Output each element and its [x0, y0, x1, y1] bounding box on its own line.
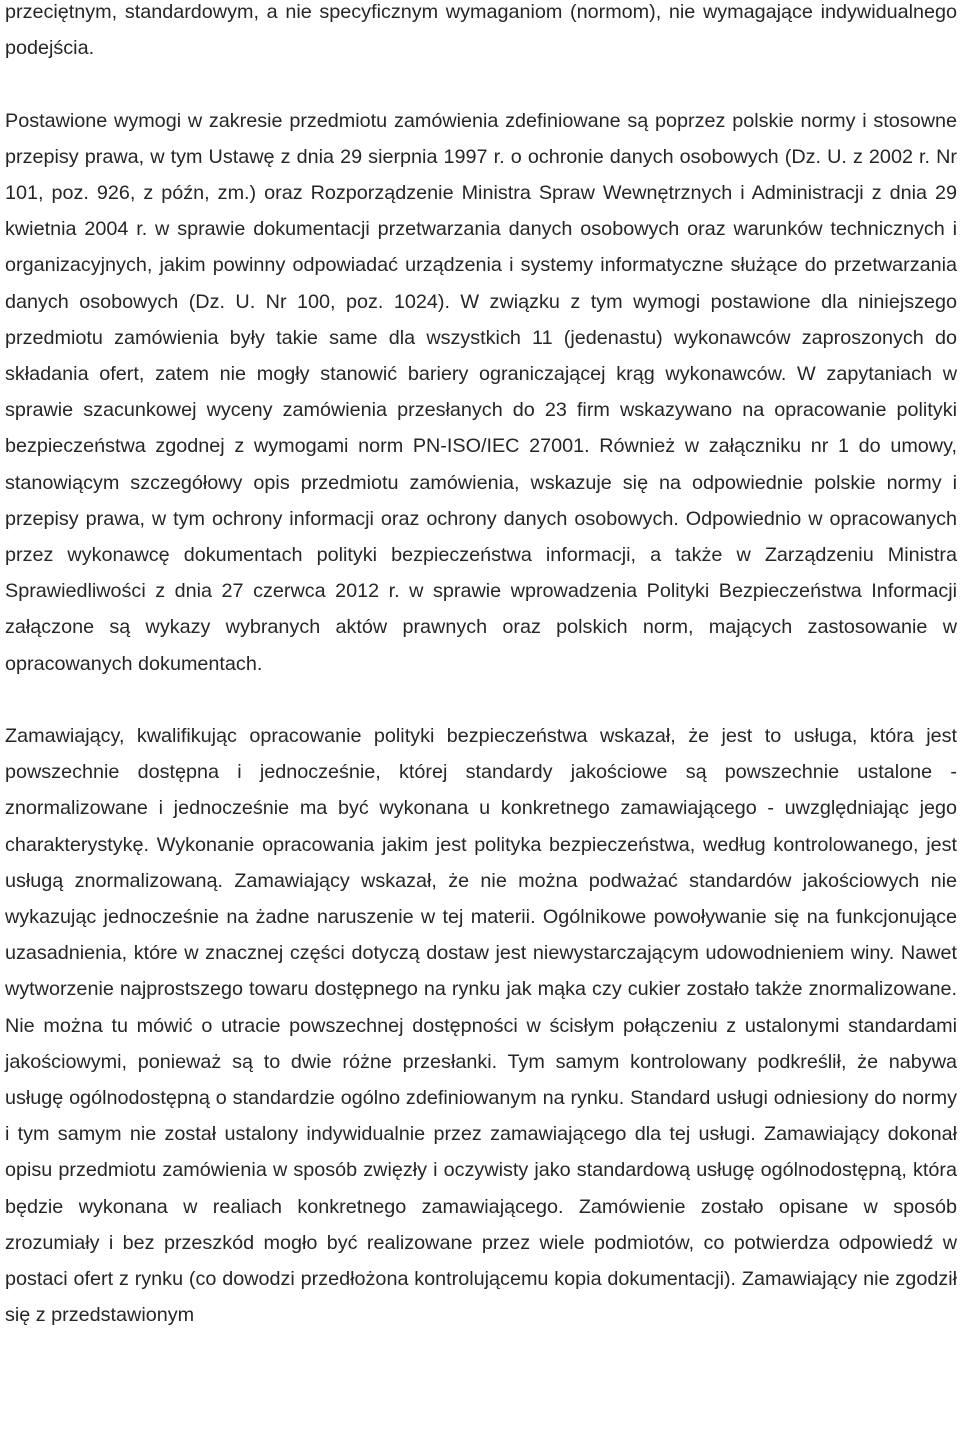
- paragraph: Postawione wymogi w zakresie przedmiotu zamówienia zdefiniowane są poprzez polskie normy i stosowne przepisy prawa, w tym Ustawę z dnia 29 sierpnia 1997 r. o ochronie danych osobowych (Dz. U. z 2002 r. Nr 101, poz. 926, z późn, zm.) oraz Rozporządzenie Ministra Spraw Wewnętrznych i Administracji z dnia 29 kwietnia 2004 r. w sprawie dokumentacji przetwarzania danych osobowych oraz warunków technicznych i organizacyjnych, jakim powinny odpowiadać urządzenia i systemy informatyczne służące do przetwarzania danych osobowych (Dz. U. Nr 100, poz. 1024). W związku z tym wymogi postawione dla niniejszego przedmiotu zamówienia były takie same dla wszystkich 11 (jedenastu) wykonawców zaproszonych do składania ofert, zatem nie mogły stanowić bariery ograniczającej krąg wykonawców. W zapytaniach w sprawie szacunkowej wyceny zamówienia przesłanych do 23 firm wskazywano na opracowanie polityki bezpieczeństwa zgodnej z wymogami norm PN-ISO/IEC 27001. Również w załączniku nr 1 do umowy, stanowiącym szczegółowy opis przedmiotu zamówienia, wskazuje się na odpowiednie polskie normy i przepisy prawa, w tym ochrony informacji oraz ochrony danych osobowych. Odpowiednio w opracowanych przez wykonawcę dokumentach polityki bezpieczeństwa informacji, a także w Zarządzeniu Ministra Sprawiedliwości z dnia 27 czerwca 2012 r. w sprawie wprowadzenia Polityki Bezpieczeństwa Informacji załączone są wykazy wybranych aktów prawnych oraz polskich norm, mających zastosowanie w opracowanych dokumentach.: [5, 109, 957, 675]
- document-page: [5, 0, 957, 1333]
- paragraph: przeciętnym, standardowym, a nie specyficznym wymaganiom (normom), nie wymagające indywidualnego podejścia.: [5, 1, 957, 60]
- paragraph: Zamawiający, kwalifikując opracowanie polityki bezpieczeństwa wskazał, że jest to usługa, która jest powszechnie dostępna i jednocześnie, której standardy jakościowe są powszechnie ustalone - znormalizowane i jednocześnie ma być wykonana u konkretnego zamawiającego - uwzględniając jego charakterystykę. Wykonanie opracowania jakim jest polityka bezpieczeństwa, według kontrolowanego, jest usługą znormalizowaną. Zamawiający wskazał, że nie można podważać standardów jakościowych nie wykazując jednocześnie na żadne naruszenie w tej materii. Ogólnikowe powoływanie się na funkcjonujące uzasadnienia, które w znacznej części dotyczą dostaw jest niewystarczającym udowodnieniem winy. Nawet wytworzenie najprostszego towaru dostępnego na rynku jak mąka czy cukier zostało także znormalizowane. Nie można tu mówić o utracie powszechnej dostępności w ścisłym połączeniu z ustalonymi standardami jakościowymi, ponieważ są to dwie różne przesłanki. Tym samym kontrolowany podkreślił, że nabywa usługę ogólnodostępną o standardzie ogólno zdefiniowanym na rynku. Standard usługi odniesiony do normy i tym samym nie został ustalony indywidualnie przez zamawiającego dla tej usługi. Zamawiający dokonał opisu przedmiotu zamówienia w sposób zwięzły i oczywisty jako standardową usługę ogólnodostępną, która będzie wykonana w realiach konkretnego zamawiającego. Zamówienie zostało opisane w sposób zrozumiały i bez przeszkód mogło być realizowane przez wiele podmiotów, co potwierdza odpowiedź w postaci ofert z rynku (co dowodzi przedłożona kontrolującemu kopia dokumentacji). Zamawiający nie zgodził się z przedstawionym: [5, 725, 957, 1327]
